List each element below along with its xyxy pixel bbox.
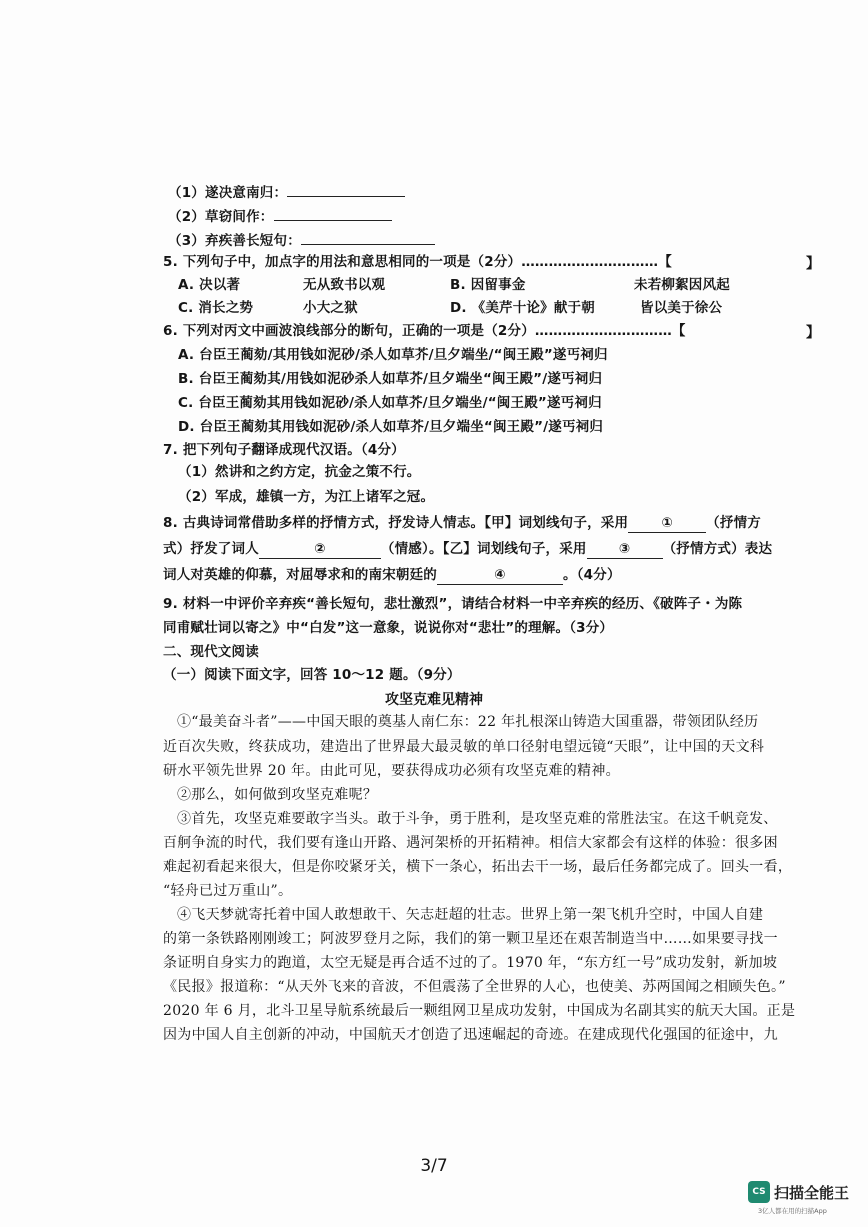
q5-option-c: C. 消长之势: [178, 300, 254, 316]
answer-blank: [287, 182, 405, 197]
page-number: 3/7: [420, 1156, 448, 1176]
q6-option-c: C. 台臣王蔺劾其用钱如泥砂/杀人如草芥/旦夕端坐/“闽王殿”遂丐祠归: [178, 395, 602, 411]
article-line: 近百次失败，终获成功，建造出了世界最大最灵敏的单口径射电望远镜“天眼”，让中国的天文科: [163, 739, 765, 755]
q6-bracket-close: 】: [806, 325, 820, 341]
article-line: 《民报》报道称：“从天外飞来的音波，不但震荡了全世界的人心，也使美、苏两国闻之相顾失色。”: [163, 979, 786, 995]
scanner-tagline: 3亿人都在用的扫描App: [758, 1207, 827, 1215]
article-line: 难起初看起来很大，但是你咬紧牙关，横下一条心，拓出去干一场，最后任务都完成了。回头一看，: [163, 859, 793, 875]
q8-text: 。（4分）: [563, 567, 621, 583]
article-line: ②那么，如何做到攻坚克难呢？: [177, 787, 378, 803]
q6-stem: 6. 下列对丙文中画波浪线部分的断句，正确的一项是（2分）…………………………【: [163, 323, 686, 339]
article-line: ④飞天梦就寄托着中国人敢想敢干、矢志赶超的壮志。世界上第一架飞机升空时，中国人自建: [177, 907, 764, 923]
q5-option-c-2: 小大之狱: [303, 300, 358, 316]
article-line: 百舸争流的时代，我们要有逢山开路、遇河架桥的开拓精神。相信大家都会有这样的体验：很多困: [163, 835, 778, 851]
answer-blank: [274, 206, 392, 221]
q5-bracket-close: 】: [806, 256, 820, 272]
article-line: 因为中国人自主创新的冲动，中国航天才创造了迅速崛起的奇迹。在建成现代化强国的征途中，九: [163, 1027, 778, 1043]
item-2-text: （2）草窃间作：: [168, 209, 274, 225]
q7-sentence-1: （1）然讲和之约方定，抗金之策不行。: [178, 464, 421, 480]
article-line: 2020 年 6 月，北斗卫星导航系统最后一颗组网卫星成功发射，中国成为名副其实的航天大国。正是: [163, 1003, 796, 1019]
q6-option-b: B. 台臣王蔺劾其/用钱如泥砂杀人如草芥/旦夕端坐“闽王殿”/遂丐祠归: [178, 371, 603, 387]
item-1-text: （1）遂决意南归：: [168, 185, 288, 201]
item-3: [168, 230, 435, 250]
q5-option-a-2: 无从致书以观: [303, 277, 386, 293]
scanner-logo-icon: CS: [748, 1181, 770, 1203]
q9-line-1: 9. 材料一中评价辛弃疾“善长短句，悲壮激烈”，请结合材料一中辛弃疾的经历、《破阵子・为陈: [163, 596, 743, 612]
q8-text: 词人对英雄的仰慕，对屈辱求和的南宋朝廷的: [163, 567, 437, 583]
article-line: 的第一条铁路刚刚竣工；阿波罗登月之际，我们的第一颗卫星还在艰苦制造当中……如果要寻找一: [163, 931, 778, 947]
q8-blank-3: ③: [587, 540, 663, 559]
item-2: [168, 206, 392, 226]
q8-text: （抒情方: [706, 515, 761, 531]
article-line: ③首先，攻坚克难要敢字当头。敢于斗争，勇于胜利，是攻坚克难的常胜法宝。在这千帆竞发、: [177, 811, 778, 827]
q6-option-d: D. 台臣王蔺劾其用钱如泥砂/杀人如草芥/旦夕端坐“闽王殿”/遂丐祠归: [178, 419, 604, 435]
q7-sentence-2: （2）军成，雄镇一方，为江上诸军之冠。: [178, 489, 435, 505]
item-3-text: （3）弃疾善长短句：: [168, 233, 301, 249]
article-line: 研水平领先世界 20 年。由此可见，要获得成功必须有攻坚克难的精神。: [163, 763, 620, 779]
section-subheading: （一）阅读下面文字，回答 10～12 题。（9分）: [163, 667, 461, 683]
q5-option-b: B. 因留事金: [450, 277, 526, 293]
q6-option-a: A. 台臣王蔺劾/其用钱如泥砂/杀人如草芥/旦夕端坐/“闽王殿”遂丐祠归: [178, 347, 608, 363]
article-line: 条证明自身实力的跑道，太空无疑是再合适不过的了。1970 年，“东方红一号”成功发射，新加坡: [163, 955, 778, 971]
scanner-app-name: 扫描全能王: [774, 1184, 850, 1202]
q8-line-3: [163, 566, 621, 585]
article-title: 攻坚克难见精神: [385, 692, 483, 708]
section-heading: 二、现代文阅读: [163, 644, 259, 660]
q7-stem: 7. 把下列句子翻译成现代汉语。（4分）: [163, 442, 405, 458]
item-1: [168, 182, 405, 202]
q8-text: 8. 古典诗词常借助多样的抒情方式，抒发诗人情志。【甲】词划线句子，采用: [163, 515, 629, 531]
answer-blank: [301, 230, 435, 245]
article-line: ①“最美奋斗者”——中国天眼的奠基人南仁东：22 年扎根深山铸造大国重器，带领团队经历: [177, 714, 759, 730]
q5-option-b-2: 未若柳絮因风起: [634, 277, 730, 293]
q8-blank-4: ④: [437, 566, 563, 585]
q8-blank-1: ①: [628, 514, 706, 533]
q8-text: 式）抒发了词人: [163, 541, 259, 557]
q8-blank-2: ②: [259, 540, 381, 559]
q5-option-d-2: 皆以美于徐公: [640, 300, 723, 316]
q8-line-2: [163, 540, 772, 559]
scanner-watermark: [748, 1177, 860, 1217]
q8-line-1: [163, 514, 761, 533]
q5-option-a: A. 决以著: [178, 277, 241, 293]
article-line: “轻舟已过万重山”。: [163, 883, 293, 899]
q5-option-d: D. 《美芹十论》献于朝: [450, 300, 595, 316]
q8-text: （抒情方式）表达: [662, 541, 773, 557]
q8-text: （情感）。【乙】词划线句子，采用: [380, 541, 587, 557]
q5-stem: 5. 下列句子中，加点字的用法和意思相同的一项是（2分）…………………………【: [163, 254, 672, 270]
q9-line-2: 同甫赋壮词以寄之》中“白发”这一意象，说说你对“悲壮”的理解。（3分）: [163, 620, 614, 636]
